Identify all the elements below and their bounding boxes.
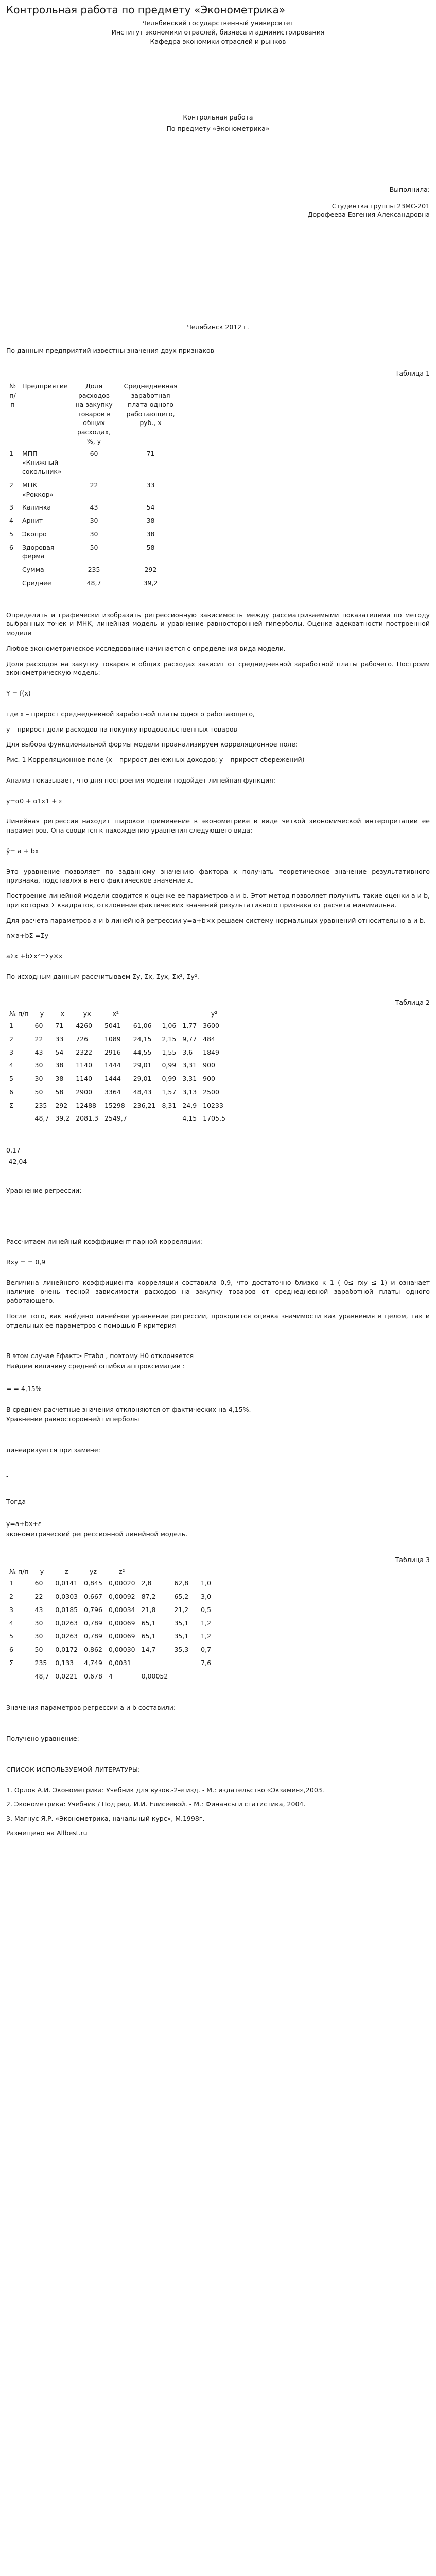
paragraph: После того, как найдено линейное уравнение регрессии, проводится оценка значимости как уравнения в целом, так и отдельных ее параметров с помощью F-критерия	[6, 1312, 430, 1329]
cell: 43	[34, 1048, 43, 1056]
cell: 21,8	[141, 1605, 156, 1614]
cell: 30	[90, 517, 98, 524]
cell: 54	[146, 503, 155, 512]
cell	[6, 577, 19, 590]
cell: Сумма	[22, 566, 44, 573]
reference-item: 1. Орлов А.И. Эконометрика: Учебник для вузов.-2-е изд. - М.: издательство «Экзамен»,2003.	[6, 1786, 324, 1794]
cell: 21,2	[174, 1605, 189, 1614]
paragraph: Определить и графически изобразить регрессионную зависимость между рассматриваемыми показателями по методу выбранных точек и МНК, линейная модель и уравнение равносторонней гиперболы. Оценка адекватности построенной модели	[6, 611, 430, 637]
paragraph: Это уравнение позволяет по заданному значению фактора х получать теоретическое значение результативного признака, подставляя в него фактическое значение х.	[6, 867, 430, 885]
cell	[191, 1617, 198, 1630]
cell: 0,00052	[141, 1672, 168, 1680]
work-title: Контрольная работа	[183, 113, 253, 122]
header-cell: z²	[118, 1567, 125, 1575]
cell: Среднее	[22, 579, 51, 587]
formula: ŷ= a + bx	[6, 846, 39, 855]
cell: 65,1	[141, 1619, 156, 1627]
cell: 38	[55, 1075, 64, 1082]
paragraph: Получено уравнение:	[6, 1735, 79, 1742]
cell: 0,0185	[55, 1605, 78, 1614]
cell: 48,7	[34, 1672, 49, 1680]
cell	[198, 1670, 214, 1683]
cell: Здоровая ферма	[22, 543, 55, 561]
header-cell: yz	[90, 1567, 97, 1575]
header-cell	[138, 1567, 171, 1577]
cell: МПП «Книжный сокольник»	[22, 449, 62, 476]
cell: 65,2	[174, 1592, 189, 1600]
formula: aΣx +bΣx²=Σy×x	[6, 952, 63, 960]
paragraph: Доля расходов на закупку товаров в общих расходах зависит от среднедневной заработной платы рабочего. Построим эконометрическую модель:	[6, 659, 430, 677]
cell: 2916	[104, 1048, 121, 1056]
formula: Y = f(x)	[6, 689, 31, 697]
cell: 60	[90, 449, 98, 457]
cell: 1	[9, 1579, 13, 1587]
cell: 22	[90, 481, 98, 489]
cell: 30	[34, 1619, 43, 1627]
department-name: Кафедра экономики отраслей и рынков	[150, 37, 286, 45]
cell: Σ	[9, 1101, 13, 1109]
cell: 0,789	[84, 1632, 102, 1640]
table-row	[6, 1630, 220, 1643]
cell: 0,0172	[55, 1646, 78, 1653]
cell: 65,1	[141, 1632, 156, 1640]
cell: 3,31	[182, 1061, 197, 1070]
cell: 484	[203, 1035, 216, 1043]
cell	[214, 1643, 220, 1656]
cell: 60	[34, 1022, 43, 1029]
table-row	[6, 1603, 220, 1617]
paragraph: Любое эконометрическое исследование начинается с определения вида модели.	[6, 644, 286, 652]
cell: 5041	[104, 1022, 121, 1029]
cell: 43	[90, 503, 98, 512]
paragraph: Уравнение равносторонней гиперболы	[6, 1415, 139, 1423]
cell: 1,55	[162, 1048, 177, 1056]
cell: 48,7	[34, 1114, 49, 1123]
cell: Экопро	[22, 530, 47, 538]
formula: = = 4,15%	[6, 1384, 42, 1393]
cell: 0,667	[84, 1592, 102, 1600]
cell: 4,749	[84, 1658, 102, 1667]
cell	[6, 1670, 32, 1683]
references-list	[6, 1786, 430, 1823]
table-row	[6, 1670, 220, 1683]
header-cell: № п/п	[9, 1010, 29, 1018]
paragraph: Анализ показывает, что для построения модели подойдет линейная функция:	[6, 776, 275, 784]
cell: Σ	[9, 1658, 13, 1667]
dash: -	[6, 1212, 9, 1220]
cell: 5	[9, 530, 13, 538]
student-group: Студентка группы 23МС-201	[332, 201, 430, 210]
cell: 62,8	[174, 1579, 189, 1587]
cell: 1,77	[182, 1022, 197, 1029]
cell: 35,1	[174, 1619, 189, 1627]
table-row	[6, 1112, 229, 1125]
header-cell: yx	[83, 1010, 91, 1018]
cell	[214, 1656, 220, 1670]
paragraph: Рассчитаем линейный коэффициент парной корреляции:	[6, 1238, 202, 1245]
cell: 4	[9, 517, 13, 524]
paragraph: В этом случае Fфакт> Fтабл , поэтому Н0 отклоняется	[6, 1352, 194, 1360]
cell: 71	[146, 449, 155, 457]
work-title-block	[6, 113, 430, 133]
cell: 35,1	[174, 1632, 189, 1640]
cell: 1	[9, 1022, 13, 1029]
cell: 33	[55, 1035, 64, 1043]
table-row	[6, 1577, 220, 1590]
table-row	[6, 447, 184, 479]
table-row	[6, 1643, 220, 1656]
cell: 2500	[203, 1088, 219, 1096]
paragraph: Тогда	[6, 1497, 26, 1505]
intro-text: По данным предприятий известны значения двух признаков	[6, 346, 215, 354]
header-cell: y²	[211, 1010, 218, 1018]
cell: 0,99	[162, 1075, 177, 1082]
paragraph: Уравнение регрессии:	[6, 1186, 82, 1194]
paragraph: По исходным данным рассчитываем Σy, Σx, Σyx, Σx², Σy².	[6, 972, 199, 980]
cell: 50	[34, 1088, 43, 1096]
table-row	[6, 1059, 229, 1072]
city-year: Челябинск 2012 г.	[187, 323, 249, 331]
header-cell	[179, 1009, 200, 1019]
cell: 30	[34, 1061, 43, 1070]
paragraph: В среднем расчетные значения отклоняются от фактических на 4,15%.	[6, 1405, 251, 1413]
th-salary: Среднедневная заработная плата одного работающего, руб., х	[124, 382, 178, 427]
cell: 1	[9, 449, 13, 457]
cell: 3600	[203, 1022, 219, 1029]
paragraph: Для выбора функциональной формы модели проанализируем корреляционное поле:	[6, 740, 298, 749]
cell: 235	[34, 1658, 47, 1667]
header-cell: № п/п	[9, 1567, 29, 1575]
cell: 1,2	[201, 1619, 212, 1627]
cell: 0,0263	[55, 1632, 78, 1640]
cell: 2,15	[162, 1035, 177, 1043]
header-cell	[130, 1009, 159, 1019]
cell: 12488	[76, 1101, 96, 1109]
cell: 3,31	[182, 1075, 197, 1082]
dash: -	[6, 1471, 9, 1480]
cell: 1705,5	[203, 1114, 225, 1123]
cell: 87,2	[141, 1592, 156, 1600]
table3-caption: Таблица 3	[395, 1555, 430, 1564]
table-row	[6, 501, 184, 514]
cell: 0,789	[84, 1619, 102, 1627]
paragraph: Значения параметров регрессии a и b составили:	[6, 1704, 176, 1712]
paragraph: эконометрический регрессионной линейной модель.	[6, 1530, 188, 1538]
cell: 3	[9, 503, 13, 512]
th-enterprise: Предприятие	[22, 382, 68, 391]
paragraph: Найдем величину средней ошибки аппроксимации :	[6, 1362, 185, 1370]
cell: 0,99	[162, 1061, 177, 1070]
cell: 33	[146, 481, 155, 489]
cell	[159, 1112, 179, 1125]
cell: 2	[9, 1592, 13, 1600]
cell	[191, 1603, 198, 1617]
cell: 0,00034	[108, 1605, 135, 1614]
cell: 0,0303	[55, 1592, 78, 1600]
cell: 0,00069	[108, 1632, 135, 1640]
cell: 43	[34, 1605, 43, 1614]
cell: 71	[55, 1022, 64, 1029]
done-label: Выполнила:	[389, 185, 430, 193]
cell: 0,862	[84, 1646, 102, 1653]
cell: 58	[55, 1088, 64, 1096]
references-title: СПИСОК ИСПОЛЬЗУЕМОЙ ЛИТЕРАТУРЫ:	[6, 1765, 141, 1773]
cell: 0,0141	[55, 1579, 78, 1587]
cell: 38	[55, 1061, 64, 1070]
table-header-row	[6, 1009, 229, 1019]
table-row	[6, 1617, 220, 1630]
cell: 0,0031	[108, 1658, 131, 1667]
formula: n×a+bΣ =Σy	[6, 931, 49, 940]
cell	[138, 1656, 171, 1670]
cell: 1444	[104, 1061, 121, 1070]
cell: 2,8	[141, 1579, 152, 1587]
cell: 0,7	[201, 1646, 212, 1653]
cell: 900	[203, 1061, 216, 1070]
cell	[191, 1590, 198, 1603]
figure-caption: Рис. 1 Корреляционное поле (х – прирост денежных доходов; у – прирост сбережений)	[6, 756, 305, 764]
cell: 3,0	[201, 1592, 212, 1600]
cell: 22	[34, 1035, 43, 1043]
table-3	[6, 1567, 220, 1683]
cell: 5	[9, 1632, 13, 1640]
table-row	[6, 479, 184, 501]
cell: 0,678	[84, 1672, 102, 1680]
cell	[214, 1590, 220, 1603]
cell: 48,7	[86, 579, 101, 587]
cell: 235	[88, 566, 100, 573]
cell	[191, 1656, 198, 1670]
formula: y=α0 + α1x1 + ε	[6, 796, 63, 805]
cell: МПК «Роккор»	[22, 481, 54, 498]
value: -42,04	[6, 1157, 27, 1165]
table-header-row	[6, 381, 184, 447]
cell: 4	[9, 1619, 13, 1627]
table-row	[6, 528, 184, 541]
cell: 3	[9, 1605, 13, 1614]
header-cell: z	[64, 1567, 68, 1575]
cell: 2	[9, 1035, 13, 1043]
header-cell	[171, 1567, 191, 1577]
cell: 1089	[104, 1035, 121, 1043]
cell: 24,15	[133, 1035, 152, 1043]
cell: Калинка	[22, 503, 51, 512]
cell: 0,845	[84, 1579, 102, 1587]
cell: 3,6	[182, 1048, 193, 1056]
paragraph: у – прирост доли расходов на покупку продовольственных товаров	[6, 725, 237, 733]
cell: 8,31	[162, 1101, 177, 1109]
cell: 236,21	[133, 1101, 156, 1109]
paragraph: Линейная регрессия находит широкое применение в эконометрике в виде четкой экономической интерпретации ее параметров. Она сводится к нахождению уравнения следующего вида:	[6, 817, 430, 834]
table-row	[6, 1072, 229, 1086]
cell: 0,0221	[55, 1672, 78, 1680]
table2-caption: Таблица 2	[395, 998, 430, 1006]
cell: 14,7	[141, 1646, 156, 1653]
table-1	[6, 381, 184, 589]
cell: 0,00069	[108, 1619, 135, 1627]
cell: 10233	[203, 1101, 223, 1109]
cell: 30	[34, 1632, 43, 1640]
posted-on-link[interactable]: Размещено на Allbest.ru	[6, 1828, 88, 1837]
cell: 6	[9, 1646, 13, 1653]
cell: 235	[34, 1101, 47, 1109]
cell: 1,2	[201, 1632, 212, 1640]
cell: 4,15	[182, 1114, 197, 1123]
paragraph: Для расчета параметров а и b линейной регрессии y=a+b×x решаем систему нормальных уравнений относительно а и b.	[6, 916, 426, 924]
author-block	[6, 185, 430, 219]
paragraph: Величина линейного коэффициента корреляции составила 0,9, что достаточно близко к 1 ( 0≤ rxy ≤ 1) и означает наличие очень тесной зависимости расходов на закупку товаров от среднедневной заработной платы одного работающего.	[6, 1278, 430, 1304]
cell: 4260	[76, 1022, 93, 1029]
cell: 39,2	[55, 1114, 70, 1123]
cell: 726	[76, 1035, 89, 1043]
cell: 1,0	[201, 1579, 212, 1587]
cell: 15298	[104, 1101, 125, 1109]
cell	[130, 1112, 159, 1125]
cell: 2900	[76, 1088, 93, 1096]
cell: 2322	[76, 1048, 93, 1056]
cell: 24,9	[182, 1101, 197, 1109]
cell: 2	[9, 481, 13, 489]
cell: 6	[9, 1088, 13, 1096]
cell: 0,133	[55, 1658, 74, 1667]
cell	[191, 1630, 198, 1643]
th-num: № п/п	[9, 382, 16, 409]
cell: 50	[90, 543, 98, 551]
paragraph: Построение линейной модели сводится к оценке ее параметров а и b. Этот метод позволяет получить такие оценки а и b, при которых Σ квадратов, отклонение фактических значений результативного признака от расчета минимальна.	[6, 892, 430, 909]
work-subject: По предмету «Эконометрика»	[166, 125, 270, 132]
formula: Rxy = = 0,9	[6, 1258, 46, 1266]
cell: 50	[34, 1646, 43, 1653]
table1-caption: Таблица 1	[395, 369, 430, 377]
cell: 58	[146, 543, 155, 551]
reference-item: 3. Магнус Я.Р. «Эконометрика, начальный курс», М.1998г.	[6, 1815, 205, 1822]
cell: 9,77	[182, 1035, 197, 1043]
cell: 30	[34, 1075, 43, 1082]
table-row	[6, 1590, 220, 1603]
header-cell: x²	[112, 1010, 119, 1018]
cell: 3364	[104, 1088, 121, 1096]
cell: 61,06	[133, 1022, 152, 1029]
cell	[214, 1617, 220, 1630]
title-page-header	[6, 19, 430, 46]
cell: 292	[144, 566, 157, 573]
cell: 39,2	[143, 579, 158, 587]
cell: 3,13	[182, 1088, 197, 1096]
cell	[214, 1577, 220, 1590]
university-name: Челябинский государственный университет	[142, 19, 294, 27]
cell: 1140	[76, 1075, 93, 1082]
document-title: Контрольная работа по предмету «Эконометрика»	[6, 4, 286, 16]
cell	[214, 1630, 220, 1643]
header-cell	[159, 1009, 179, 1019]
cell	[214, 1603, 220, 1617]
paragraph: линеаризуется при замене:	[6, 1446, 100, 1454]
table-row	[6, 1086, 229, 1099]
th-share: Доля расходов на закупку товаров в общих расходах, %, у	[75, 382, 113, 445]
cell: 292	[55, 1101, 68, 1109]
cell: 38	[146, 530, 155, 538]
cell: 1140	[76, 1061, 93, 1070]
cell	[191, 1670, 198, 1683]
header-cell: y	[40, 1567, 44, 1575]
cell	[171, 1656, 191, 1670]
cell: 4	[9, 1061, 13, 1070]
cell: 35,3	[174, 1646, 189, 1653]
cell: 0,00092	[108, 1592, 135, 1600]
cell: 60	[34, 1579, 43, 1587]
table-row	[6, 541, 184, 564]
table-header-row	[6, 1567, 220, 1577]
cell: 30	[90, 530, 98, 538]
table-row	[6, 1656, 220, 1670]
cell: 7,6	[201, 1658, 212, 1667]
cell: 2549,7	[104, 1114, 127, 1123]
cell: 1849	[203, 1048, 219, 1056]
cell	[191, 1643, 198, 1656]
cell: 44,55	[133, 1048, 152, 1056]
cell: 0,796	[84, 1605, 102, 1614]
cell: 29,01	[133, 1061, 152, 1070]
cell	[191, 1577, 198, 1590]
cell: 2081,3	[76, 1114, 98, 1123]
cell: 0,00030	[108, 1646, 135, 1653]
cell: 1,06	[162, 1022, 177, 1029]
cell: 1,57	[162, 1088, 177, 1096]
table-row	[6, 1032, 229, 1046]
cell	[171, 1670, 191, 1683]
cell	[6, 563, 19, 577]
table-2	[6, 1009, 229, 1125]
student-name: Дорофеева Евгения Александровна	[307, 211, 430, 219]
cell: 900	[203, 1075, 216, 1082]
paragraph: где х – прирост среднедневной заработной платы одного работающего,	[6, 709, 255, 718]
table-row	[6, 514, 184, 528]
table-row-sum	[6, 563, 184, 577]
header-cell	[198, 1567, 214, 1577]
header-cell	[191, 1567, 198, 1577]
cell: 38	[146, 517, 155, 524]
cell: 3	[9, 1048, 13, 1056]
cell: 48,43	[133, 1088, 152, 1096]
cell: 1444	[104, 1075, 121, 1082]
cell: 4	[108, 1672, 113, 1680]
cell: Арнит	[22, 517, 43, 524]
cell: 0,5	[201, 1605, 212, 1614]
table-row	[6, 1046, 229, 1059]
header-cell: x	[60, 1010, 64, 1018]
cell	[214, 1670, 220, 1683]
institute-name: Институт экономики отраслей, бизнеса и администрирования	[111, 28, 325, 36]
header-cell	[214, 1567, 220, 1577]
table-row-avg	[6, 577, 184, 590]
cell	[6, 1112, 32, 1125]
cell: 29,01	[133, 1075, 152, 1082]
cell: 22	[34, 1592, 43, 1600]
value: 0,17	[6, 1146, 21, 1154]
table-row	[6, 1099, 229, 1112]
cell: 5	[9, 1075, 13, 1082]
table-row	[6, 1019, 229, 1032]
formula: y=a+bx+ε	[6, 1520, 42, 1528]
reference-item: 2. Эконометрика: Учебник / Под ред. И.И. Елисеевой. - М.: Финансы и статистика, 2004.	[6, 1800, 306, 1808]
cell: 0,0263	[55, 1619, 78, 1627]
cell: 0,00020	[108, 1579, 135, 1587]
cell: 6	[9, 543, 13, 551]
header-cell: y	[40, 1010, 44, 1018]
cell: 54	[55, 1048, 64, 1056]
